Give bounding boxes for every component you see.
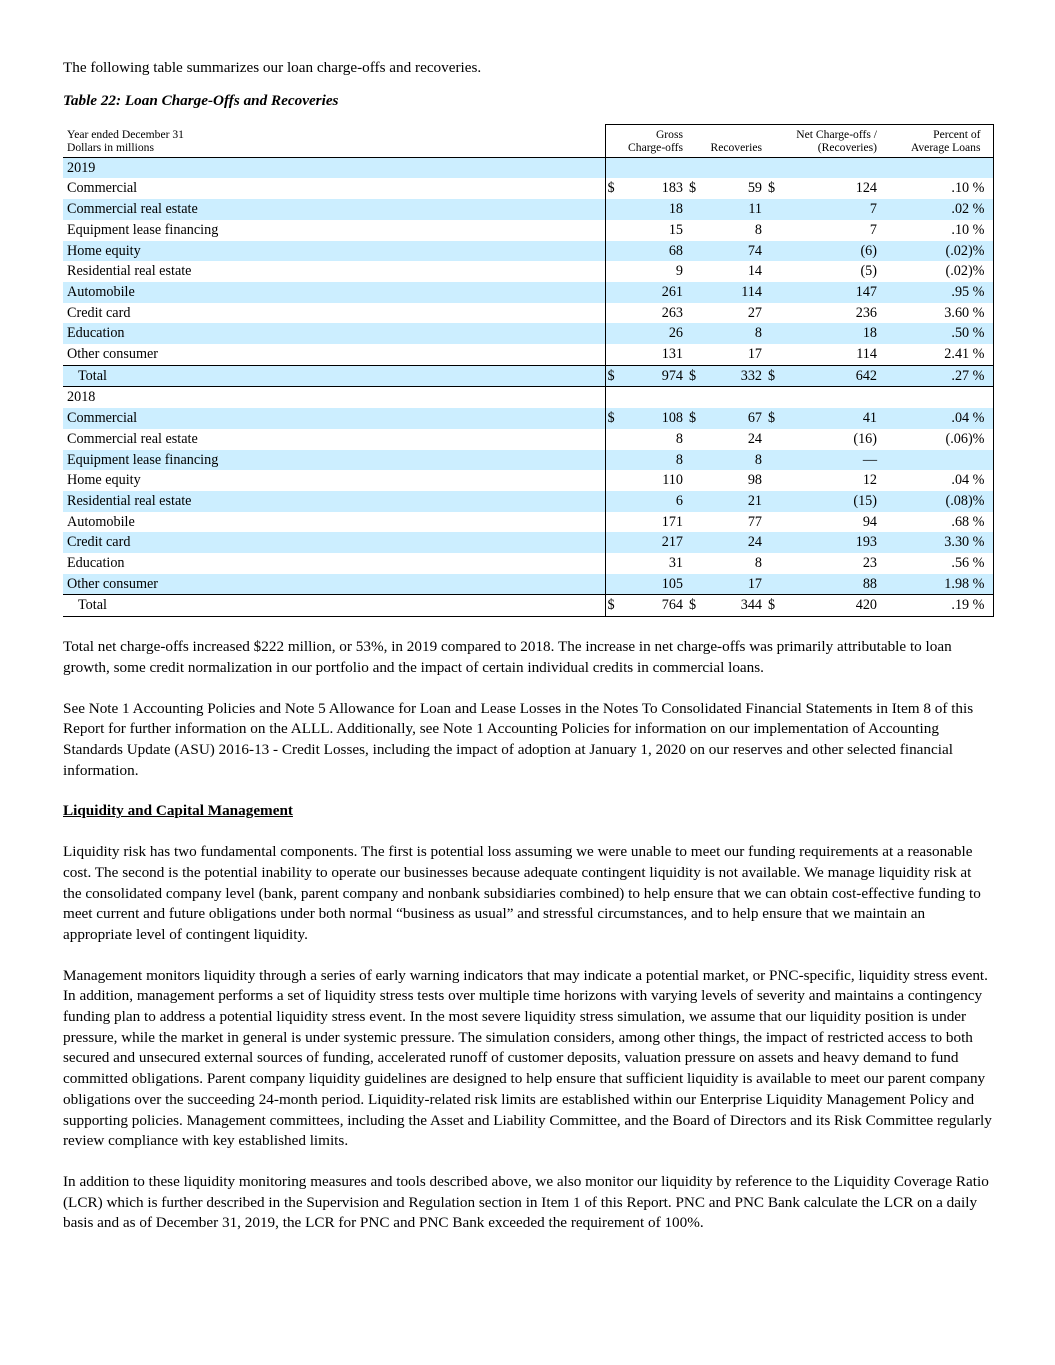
currency-symbol — [687, 553, 703, 574]
table-row — [63, 261, 993, 282]
gross-chargeoffs-value: 31 — [668, 555, 683, 572]
see-note-paragraph: See Note 1 Accounting Policies and Note 5 Allowance for Loan and Lease Losses in the Notes To Consolidated Financial Statements in Item 8 of this Report for further information on the ALLL. Additionally, see Note 1 Accounting Policies for information on our implementation of Accounting Standards Update (ASU) 2016-13 - Credit Losses, including the impact of adoption at January 1, 2020 on our reserves and other selected financial information. — [63, 699, 974, 779]
gross-chargeoffs-value: 68 — [623, 241, 687, 262]
net-chargeoffs-value: 124 — [855, 180, 877, 197]
document-page — [63, 58, 993, 1234]
net-chargeoffs-value: 193 — [784, 532, 881, 553]
currency-symbol — [766, 450, 784, 471]
recoveries-value: 98 — [747, 472, 762, 489]
percent-avg-loans-value: .04 % — [881, 470, 993, 491]
total-row — [63, 365, 993, 387]
row-label: Other consumer — [63, 574, 605, 595]
currency-symbol — [605, 261, 623, 282]
currency-symbol — [687, 429, 703, 450]
recoveries-value: 114 — [703, 282, 766, 303]
gross-chargeoffs-value: 9 — [675, 263, 683, 280]
table-row — [63, 553, 993, 574]
percent-avg-loans-value — [881, 450, 993, 471]
currency-symbol — [605, 282, 623, 303]
net-chargeoffs-value: (16) — [853, 430, 877, 447]
row-label: Credit card — [67, 304, 131, 321]
gross-chargeoffs-value: 108 — [623, 408, 687, 429]
currency-symbol — [605, 532, 623, 553]
currency-symbol — [605, 220, 623, 241]
currency-symbol: $ — [766, 365, 784, 387]
table-row — [63, 241, 993, 262]
currency-symbol — [687, 344, 703, 365]
table-row — [63, 220, 993, 241]
net-chargeoffs-value: 147 — [784, 282, 881, 303]
currency-symbol — [605, 303, 623, 324]
percent-avg-loans-value: 1.98 % — [881, 574, 993, 595]
row-label: Other consumer — [67, 346, 159, 363]
header-label-line1: Year ended December 31 — [67, 127, 184, 141]
header-pct-line2: Average Loans — [881, 141, 993, 158]
currency-symbol — [766, 344, 784, 365]
currency-symbol — [766, 241, 784, 262]
currency-symbol: $ — [605, 365, 623, 387]
percent-avg-loans-value: .02 % — [881, 199, 993, 220]
gross-chargeoffs-value: 183 — [661, 180, 683, 197]
net-chargeoffs-value: 23 — [862, 555, 877, 572]
header-recoveries: Recoveries — [703, 141, 766, 158]
percent-avg-loans-value: .27 % — [881, 365, 993, 387]
net-chargeoffs-value: 420 — [784, 595, 881, 617]
header-net-line1: Net Charge-offs / — [784, 124, 881, 141]
gross-chargeoffs-value: 171 — [661, 513, 683, 530]
header-label-line2: Dollars in millions — [67, 140, 154, 154]
table-row — [63, 178, 993, 199]
row-label: Home equity — [67, 472, 141, 489]
table-row — [63, 470, 993, 491]
recoveries-value: 74 — [703, 241, 766, 262]
row-label: Credit card — [63, 532, 605, 553]
currency-symbol — [766, 199, 784, 220]
percent-avg-loans-value: .95 % — [881, 282, 993, 303]
currency-symbol — [605, 553, 623, 574]
currency-symbol — [766, 491, 784, 512]
currency-symbol: $ — [605, 408, 623, 429]
recoveries-value: 27 — [747, 304, 762, 321]
currency-symbol: $ — [687, 408, 703, 429]
row-label: Home equity — [63, 241, 605, 262]
currency-symbol — [687, 450, 703, 471]
currency-symbol — [766, 303, 784, 324]
table-row — [63, 199, 993, 220]
row-label: Equipment lease financing — [63, 450, 605, 471]
net-chargeoffs-value: 18 — [784, 323, 881, 344]
percent-avg-loans-value: .56 % — [881, 553, 993, 574]
recoveries-value: 8 — [703, 450, 766, 471]
gross-chargeoffs-value: 105 — [623, 574, 687, 595]
intro-text: The following table summarizes our loan charge-offs and recoveries. — [63, 59, 482, 76]
currency-symbol — [766, 532, 784, 553]
row-label: Total — [63, 365, 605, 387]
currency-symbol — [605, 241, 623, 262]
recoveries-value: 21 — [703, 491, 766, 512]
currency-symbol — [687, 220, 703, 241]
chargeoffs-table — [63, 124, 994, 617]
gross-chargeoffs-value: 974 — [623, 365, 687, 387]
gross-chargeoffs-value: 26 — [623, 323, 687, 344]
currency-symbol — [766, 429, 784, 450]
year-row — [63, 387, 993, 408]
currency-symbol: $ — [605, 595, 623, 617]
total-row — [63, 595, 993, 617]
percent-avg-loans-value: .10 % — [881, 178, 993, 199]
recoveries-value: 67 — [703, 408, 766, 429]
currency-symbol: $ — [687, 595, 703, 617]
net-chargeoffs-paragraph: Total net charge-offs increased $222 million, or 53%, in 2019 compared to 2018. The increase in net charge-offs was primarily attributable to loan growth, some credit normalization in our portfolio and the impact of certain individual credits in commercial loans. — [63, 638, 952, 676]
currency-symbol — [687, 532, 703, 553]
gross-chargeoffs-value: 8 — [675, 430, 683, 447]
gross-chargeoffs-value: 764 — [623, 595, 687, 617]
currency-symbol: $ — [766, 408, 784, 429]
gross-chargeoffs-value: 263 — [661, 304, 683, 321]
row-label: Residential real estate — [67, 263, 192, 280]
gross-chargeoffs-value: 217 — [623, 532, 687, 553]
row-label: Residential real estate — [63, 491, 605, 512]
table-row — [63, 491, 993, 512]
currency-symbol — [766, 261, 784, 282]
currency-symbol — [766, 220, 784, 241]
currency-symbol — [605, 344, 623, 365]
recoveries-value: 17 — [703, 574, 766, 595]
net-chargeoffs-value: 7 — [869, 221, 877, 238]
table-header — [63, 124, 993, 157]
chargeoffs-table-wrap — [63, 124, 993, 617]
currency-symbol — [766, 574, 784, 595]
currency-symbol — [687, 199, 703, 220]
currency-symbol — [687, 512, 703, 533]
recoveries-value: 332 — [703, 365, 766, 387]
recoveries-value: 8 — [754, 555, 762, 572]
currency-symbol — [687, 261, 703, 282]
row-label: Total — [63, 595, 605, 617]
percent-avg-loans-value: 2.41 % — [881, 344, 993, 365]
recoveries-value: 17 — [747, 346, 762, 363]
percent-avg-loans-value: .68 % — [881, 512, 993, 533]
gross-chargeoffs-value: 15 — [668, 221, 683, 238]
recoveries-value: 8 — [754, 221, 762, 238]
row-label: Commercial — [67, 180, 138, 197]
net-chargeoffs-value: (6) — [784, 241, 881, 262]
row-label: Commercial real estate — [63, 199, 605, 220]
table-row — [63, 429, 993, 450]
table-row — [63, 282, 993, 303]
currency-symbol — [605, 429, 623, 450]
table-row — [63, 344, 993, 365]
net-chargeoffs-value: 88 — [784, 574, 881, 595]
currency-symbol — [766, 323, 784, 344]
percent-avg-loans-value: (.06)% — [881, 429, 993, 450]
currency-symbol: $ — [687, 365, 703, 387]
percent-avg-loans-value: .10 % — [881, 220, 993, 241]
currency-symbol — [605, 491, 623, 512]
currency-symbol — [605, 470, 623, 491]
recoveries-value: 11 — [703, 199, 766, 220]
currency-symbol — [605, 450, 623, 471]
year-label: 2018 — [63, 387, 605, 408]
table-row — [63, 323, 993, 344]
net-chargeoffs-value: 236 — [855, 304, 877, 321]
currency-symbol — [687, 491, 703, 512]
row-label: Education — [63, 323, 605, 344]
recoveries-value: 14 — [747, 263, 762, 280]
percent-avg-loans-value: 3.30 % — [881, 532, 993, 553]
header-gross-line1: Gross — [623, 124, 687, 141]
table-row — [63, 532, 993, 553]
currency-symbol — [766, 553, 784, 574]
recoveries-value: 8 — [703, 323, 766, 344]
currency-symbol — [766, 470, 784, 491]
row-label: Automobile — [67, 513, 135, 530]
net-chargeoffs-value: 12 — [862, 472, 877, 489]
net-chargeoffs-value: 7 — [784, 199, 881, 220]
table-row — [63, 408, 993, 429]
currency-symbol — [605, 199, 623, 220]
table-title: Table 22: Loan Charge-Offs and Recoveries — [63, 91, 339, 109]
currency-symbol — [605, 323, 623, 344]
header-gross-line2: Charge-offs — [623, 141, 687, 158]
table-row — [63, 303, 993, 324]
row-label: Equipment lease financing — [67, 221, 219, 238]
percent-avg-loans-value: .04 % — [881, 408, 993, 429]
gross-chargeoffs-value: 8 — [623, 450, 687, 471]
recoveries-value: 59 — [747, 180, 762, 197]
currency-symbol — [687, 323, 703, 344]
percent-avg-loans-value: .50 % — [881, 323, 993, 344]
net-chargeoffs-value: 41 — [784, 408, 881, 429]
currency-symbol: $ — [605, 178, 623, 199]
lcr-paragraph: In addition to these liquidity monitoring measures and tools described above, we also monitor our liquidity by reference to the Liquidity Coverage Ratio (LCR) which is further described in the Supervision and Regulation section in Item 1 of this Report. PNC and PNC Bank calculate the LCR on a daily basis and as of December 31, 2019, the LCR for PNC and PNC Bank exceeded the requirement of 100%. — [63, 1172, 989, 1232]
net-chargeoffs-value: 642 — [784, 365, 881, 387]
net-chargeoffs-value: (5) — [860, 263, 877, 280]
net-chargeoffs-value: 114 — [856, 346, 877, 363]
row-label: Commercial — [63, 408, 605, 429]
currency-symbol — [687, 303, 703, 324]
row-label: Commercial real estate — [67, 430, 198, 447]
net-chargeoffs-value: (15) — [784, 491, 881, 512]
percent-avg-loans-value: (.02)% — [881, 241, 993, 262]
net-chargeoffs-value: — — [784, 450, 881, 471]
section-heading: Liquidity and Capital Management — [63, 802, 293, 820]
header-net-line2: (Recoveries) — [784, 141, 881, 158]
gross-chargeoffs-value: 261 — [623, 282, 687, 303]
currency-symbol — [605, 512, 623, 533]
gross-chargeoffs-value: 131 — [661, 346, 683, 363]
year-row — [63, 157, 993, 178]
percent-avg-loans-value: (.02)% — [881, 261, 993, 282]
gross-chargeoffs-value: 110 — [662, 472, 683, 489]
recoveries-value: 24 — [747, 430, 762, 447]
currency-symbol — [766, 512, 784, 533]
row-label: Education — [67, 555, 125, 572]
percent-avg-loans-value: .19 % — [881, 595, 993, 617]
currency-symbol — [605, 574, 623, 595]
currency-symbol: $ — [766, 595, 784, 617]
currency-symbol — [766, 282, 784, 303]
currency-symbol — [687, 241, 703, 262]
row-label: Automobile — [63, 282, 605, 303]
table-row — [63, 574, 993, 595]
year-label: 2019 — [63, 157, 605, 178]
gross-chargeoffs-value: 18 — [623, 199, 687, 220]
currency-symbol: $ — [768, 180, 776, 197]
header-pct-line1: Percent of — [881, 124, 993, 141]
recoveries-value: 77 — [747, 513, 762, 530]
percent-avg-loans-value: 3.60 % — [881, 303, 993, 324]
net-chargeoffs-value: 94 — [862, 513, 877, 530]
currency-symbol: $ — [689, 180, 697, 197]
table-row — [63, 512, 993, 533]
percent-avg-loans-value: (.08)% — [881, 491, 993, 512]
table-body — [63, 157, 993, 616]
currency-symbol — [687, 574, 703, 595]
currency-symbol — [687, 470, 703, 491]
gross-chargeoffs-value: 6 — [623, 491, 687, 512]
recoveries-value: 24 — [703, 532, 766, 553]
liquidity-risk-paragraph: Liquidity risk has two fundamental components. The first is potential loss assuming we were unable to meet our funding requirements at a reasonable cost. The second is the potential inability to operate our businesses because adequate contingent liquidity is not available. We manage liquidity risk at the consolidated company level (bank, parent company and nonbank subsidiaries combined) to help ensure that we can obtain cost-effective funding to meet current and future obligations under both normal “business as usual” and stressful circumstances, and to help ensure that we maintain an appropriate level of contingent liquidity. — [63, 843, 981, 943]
monitoring-paragraph: Management monitors liquidity through a series of early warning indicators that may indicate a potential market, or PNC-specific, liquidity stress event. In addition, management performs a set of liquidity stress tests over multiple time horizons with varying levels of severity and maintains a contingency funding plan to address a potential liquidity stress event. In the most severe liquidity stress simulation, we assume that our liquidity position is under pressure, while the market in general is under systemic pressure. The simulation considers, among other things, the impact of restricted access to both secured and unsecured external sources of funding, accelerated runoff of customer deposits, valuation pressure on assets and heavy demand to fund committed obligations. Parent company liquidity guidelines are designed to help ensure that sufficient liquidity is available to meet our parent company obligations over the succeeding 24-month period. Liquidity-related risk limits are established within our Enterprise Liquidity Management Policy and supporting policies. Management committees, including the Asset and Liability Committee, and the Board of Directors and its Risk Committee regularly review compliance with key established limits. — [63, 966, 992, 1150]
currency-symbol — [687, 282, 703, 303]
recoveries-value: 344 — [703, 595, 766, 617]
table-row — [63, 450, 993, 471]
